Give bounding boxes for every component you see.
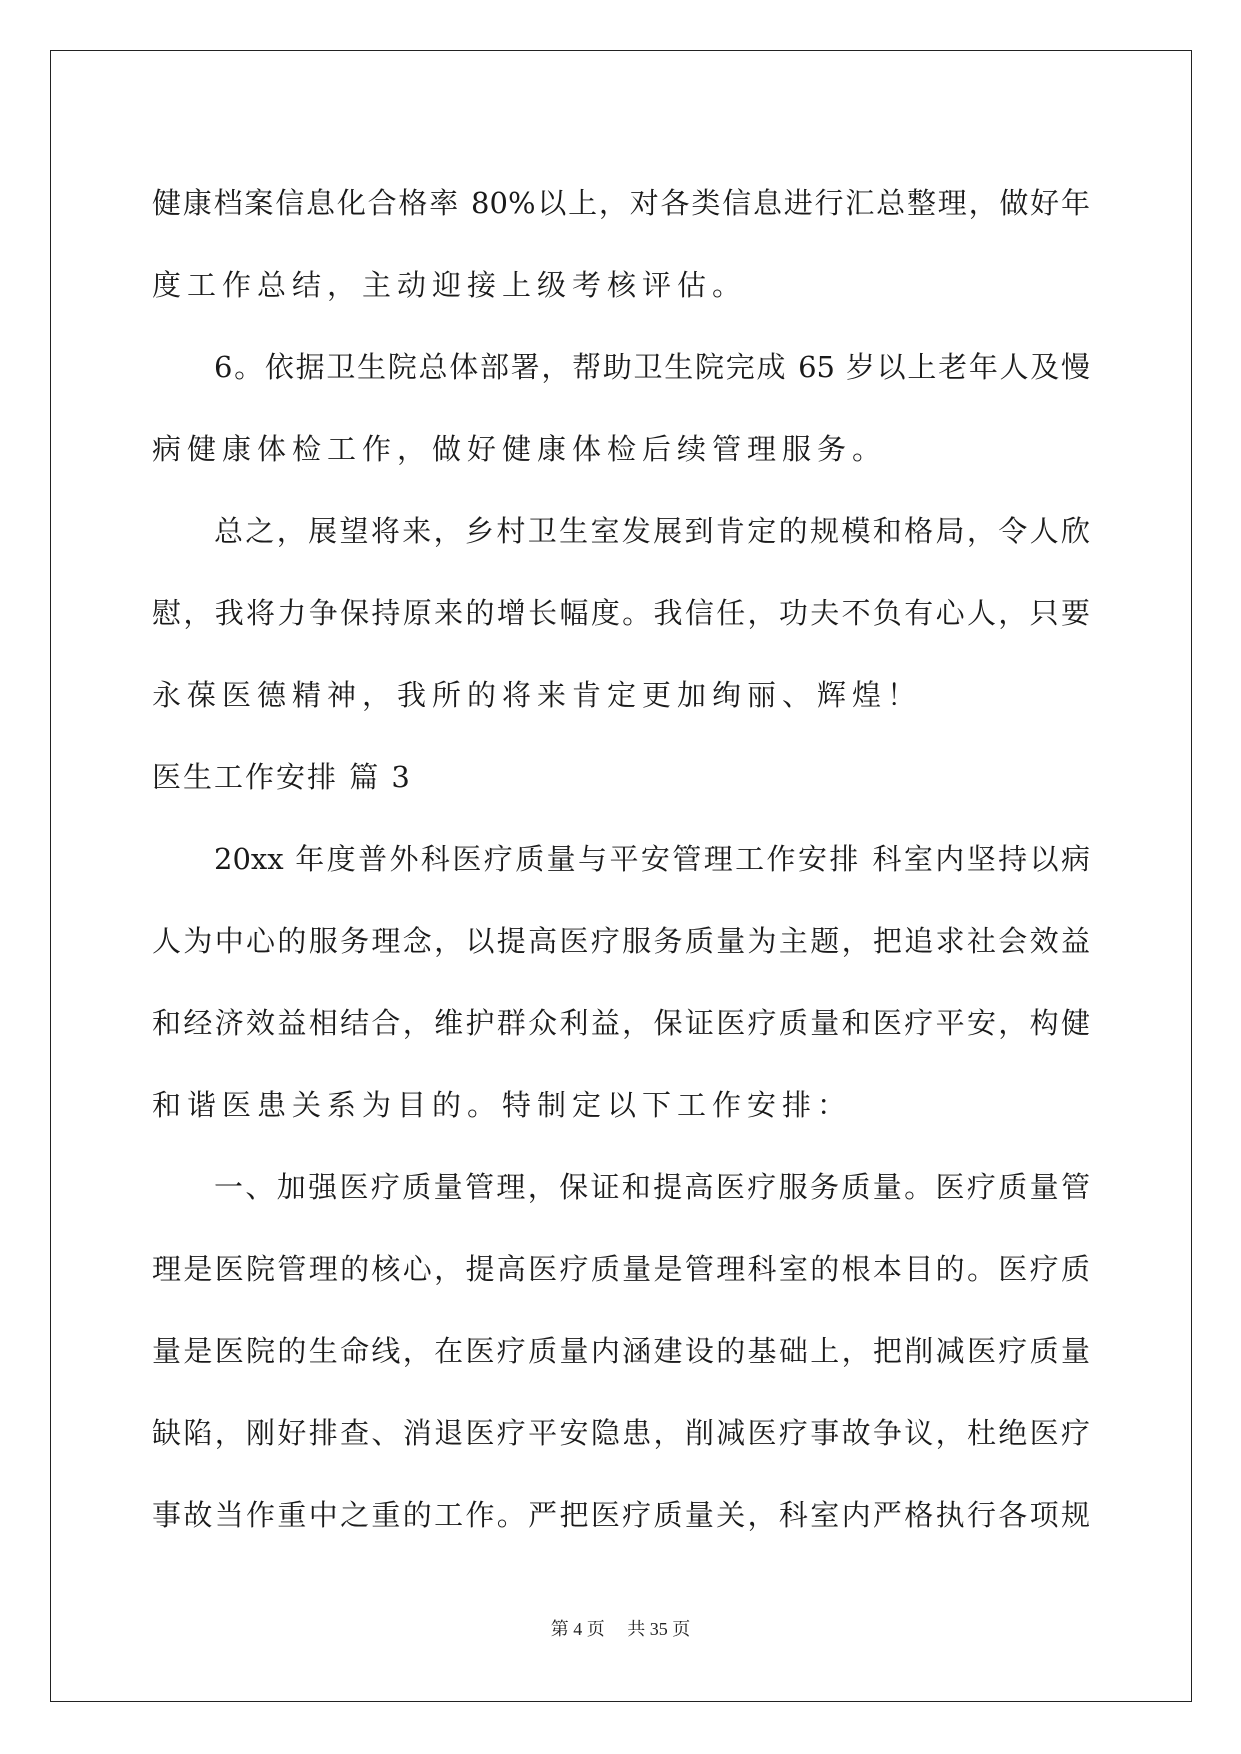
- paragraph-line: 20xx 年度普外科医疗质量与平安管理工作安排 科室内坚持以病: [214, 842, 1090, 876]
- section-heading: 医生工作安排 篇 3: [152, 760, 412, 794]
- paragraph-line: 病健康体检工作，做好健康体检后续管理服务。: [152, 432, 888, 466]
- document-body: [152, 162, 1090, 1556]
- paragraph-line: 量是医院的生命线，在医疗质量内涵建设的基础上，把削减医疗质量: [152, 1334, 1090, 1368]
- paragraph-line: 永葆医德精神，我所的将来肯定更加绚丽、辉煌！: [152, 678, 923, 712]
- paragraph-line: 理是医院管理的核心，提高医疗质量是管理科室的根本目的。医疗质: [152, 1252, 1090, 1286]
- paragraph-line: 一、加强医疗质量管理，保证和提高医疗服务质量。医疗质量管: [214, 1170, 1090, 1204]
- paragraph-line: 和谐医患关系为目的。特制定以下工作安排：: [152, 1088, 853, 1122]
- paragraph-line: 事故当作重中之重的工作。严把医疗质量关，科室内严格执行各项规: [152, 1498, 1090, 1532]
- page-number: 第 4 页 共 35 页: [550, 1619, 691, 1639]
- paragraph-line: 6。依据卫生院总体部署，帮助卫生院完成 65 岁以上老年人及慢: [214, 350, 1090, 384]
- paragraph-line: 和经济效益相结合，维护群众利益，保证医疗质量和医疗平安，构健: [152, 1006, 1090, 1040]
- paragraph-line: 健康档案信息化合格率 80%以上，对各类信息进行汇总整理，做好年: [152, 186, 1090, 220]
- paragraph-line: 总之，展望将来，乡村卫生室发展到肯定的规模和格局，令人欣: [214, 514, 1090, 548]
- paragraph-line: 人为中心的服务理念，以提高医疗服务质量为主题，把追求社会效益: [152, 924, 1090, 958]
- paragraph-line: 度工作总结，主动迎接上级考核评估。: [152, 268, 748, 302]
- paragraph-line: 缺陷，刚好排查、消退医疗平安隐患，削减医疗事故争议，杜绝医疗: [152, 1416, 1090, 1450]
- paragraph-line: 慰，我将力争保持原来的增长幅度。我信任，功夫不负有心人，只要: [152, 596, 1090, 630]
